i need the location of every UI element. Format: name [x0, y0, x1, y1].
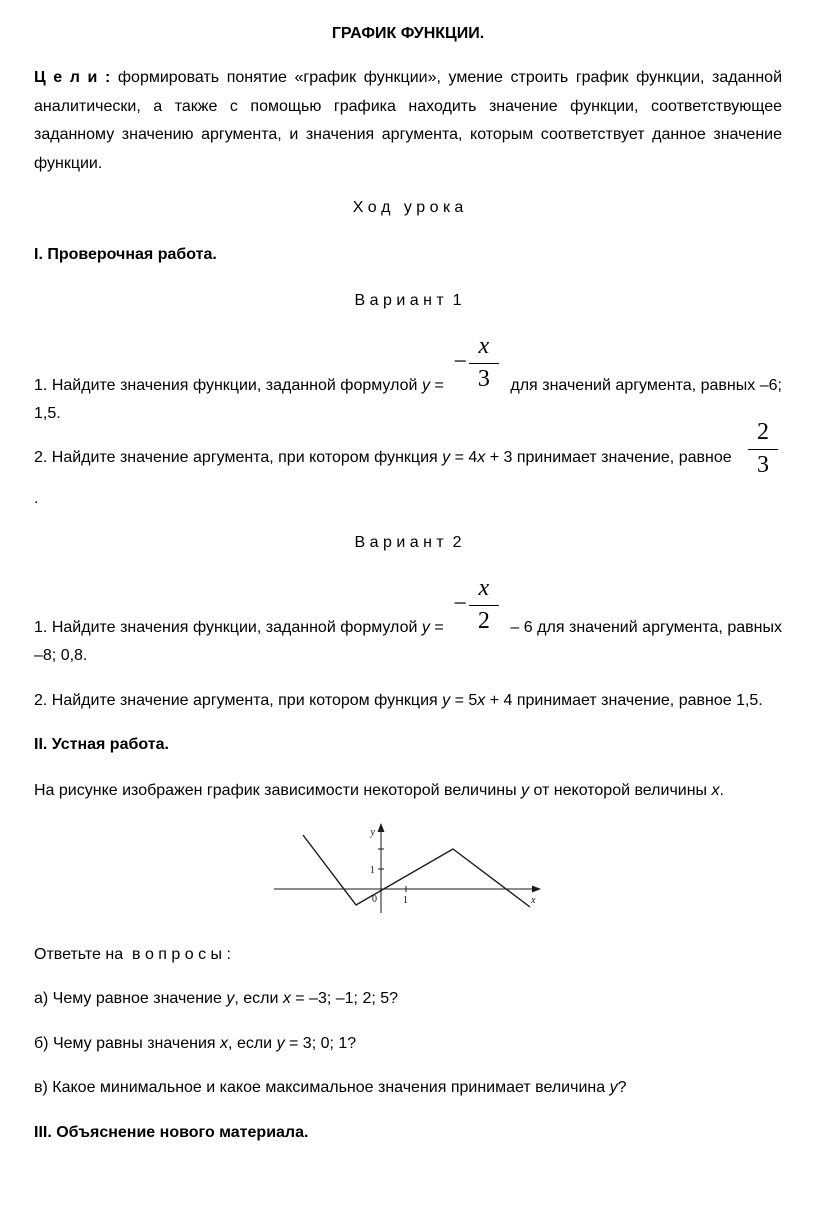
text-run: 1. Найдите значения функции, заданной формулой [34, 376, 422, 394]
variant2-question2 [34, 687, 782, 715]
goals-paragraph [34, 64, 782, 178]
text-run: х [477, 691, 486, 709]
text-run: 2. Найдите значение аргумента, при котором функция [34, 691, 443, 709]
x-axis-label: x [531, 894, 536, 906]
text-run: . [34, 489, 39, 507]
variant2-question1 [34, 574, 782, 671]
text-run: х [711, 782, 720, 800]
text-run: х [282, 990, 291, 1008]
y-axis-label: y [370, 826, 375, 838]
text-run: у [442, 691, 451, 709]
text-run: у [442, 449, 451, 467]
fraction-sign: − [453, 349, 467, 376]
text-run: = 4 [450, 449, 478, 467]
variant1-question2 [34, 419, 782, 479]
y-axis-arrow-icon [378, 823, 385, 832]
graph-curve [303, 835, 530, 907]
text-run: , если [228, 1034, 277, 1052]
fraction-denominator: 3 [469, 363, 499, 394]
text-run: = [429, 376, 449, 394]
math-fraction [453, 574, 499, 636]
text-run: в) Какое минимальное и какое максимальное значения принимает величина [34, 1079, 610, 1097]
variant1-question2-continuation [34, 485, 782, 513]
question-a [34, 985, 782, 1013]
figure-intro [34, 777, 782, 805]
y-tick-label: 1 [370, 864, 375, 876]
text-run: у [521, 782, 530, 800]
text-run: х [220, 1034, 229, 1052]
text-run: = 5 [450, 691, 478, 709]
document-title: ГРАФИК ФУНКЦИИ. [331, 25, 485, 42]
text-run: у [421, 376, 430, 394]
function-graph [268, 822, 548, 922]
questions-intro: Ответьте на в о п р о с ы : [34, 945, 231, 963]
fraction-denominator: 3 [748, 449, 778, 480]
fraction-numerator: x [478, 332, 490, 359]
text-run: ? [617, 1079, 627, 1097]
text-run: = –3; –1; 2; 5? [290, 990, 399, 1008]
section1-heading: I. Проверочная работа. [34, 245, 217, 263]
text-run: 1. Найдите значения функции, заданной формулой [34, 618, 422, 636]
text-run: На рисунке изображен график зависимости некоторой величины [34, 782, 522, 800]
variant1-question1 [34, 332, 782, 429]
text-run: = 3; 0; 1? [284, 1034, 357, 1052]
x-axis-arrow-icon [532, 885, 541, 892]
text-run: + 3 принимает значение, равное [485, 449, 732, 467]
fraction-sign: − [453, 591, 467, 618]
text-run: а) Чему равное значение [34, 990, 227, 1008]
text-run: – 6 для значений аргумента, равных –8; 0,8. [34, 618, 783, 665]
x-tick-label: 1 [403, 894, 408, 906]
question-b [34, 1030, 782, 1058]
text-run: 2. Найдите значение аргумента, при котором функция [34, 449, 443, 467]
lesson-flow-heading: Х о д у р о к а [352, 199, 464, 217]
origin-label: 0 [372, 893, 377, 905]
text-run: = [429, 618, 449, 636]
function-graph-figure [268, 822, 548, 927]
text-run: формировать понятие «график функции», умение строить график функции, заданной аналитически, а также с помощью графика находить значение функции, соответствующее заданному значению аргумента, и значения аргумента, которым соответствует данное значение функции. [34, 69, 783, 172]
section3-heading: III. Объяснение нового материала. [34, 1123, 309, 1141]
text-run: у [609, 1079, 618, 1097]
fraction-numerator: 2 [757, 419, 769, 446]
text-run: , если [234, 990, 283, 1008]
math-fraction [453, 332, 499, 394]
text-run: у [276, 1034, 285, 1052]
variant1-heading: В а р и а н т 1 [354, 292, 462, 310]
text-run: х [477, 449, 486, 467]
math-fraction [748, 418, 778, 480]
fraction-denominator: 2 [469, 605, 499, 636]
section2-heading: II. Устная работа. [34, 736, 169, 753]
text-run: . [719, 782, 724, 800]
text-run: от некоторой величины [529, 782, 712, 800]
text-run: для значений аргумента, равных –6; 1,5. [34, 376, 782, 422]
text-run: у [421, 618, 430, 636]
text-run: у [226, 990, 235, 1008]
text-run: + 4 принимает значение, равное 1,5. [485, 691, 763, 709]
text-run: б) Чему равны значения [34, 1034, 221, 1052]
fraction-numerator: x [478, 574, 490, 601]
question-c [34, 1074, 782, 1102]
variant2-heading: В а р и а н т 2 [354, 534, 462, 552]
text-run: Ц е л и : [34, 69, 118, 87]
